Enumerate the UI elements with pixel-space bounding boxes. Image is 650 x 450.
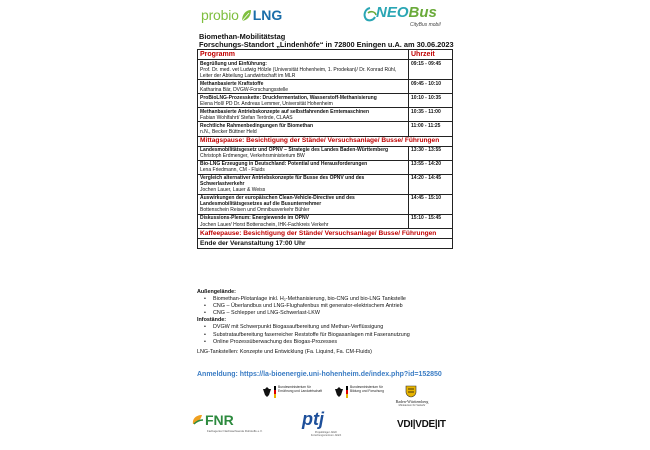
registration-link[interactable]: Anmeldung: https://la-bioenergie.uni-hohenheim.de/index.php?id=152850 — [197, 371, 442, 378]
neobus-bus-text: Bus — [408, 4, 437, 21]
bmbf-logo — [334, 386, 398, 404]
lng-note: LNG-Tankstellen: Konzepte und Entwicklung (Fa. Liquind, Fa. CM-Fluids) — [197, 348, 372, 355]
schedule-table — [197, 49, 453, 249]
bw-name: Baden-Württemberg — [395, 399, 429, 404]
session-time: 14:20 - 14:45 — [409, 174, 453, 194]
list-item: • Substrataufbereitung faserreicher Reststoffe für Biogasanlagen mit Faseranutzung — [213, 332, 457, 339]
session-speaker: n.N., Becker Büttner Held — [200, 128, 257, 135]
outdoor-section — [197, 289, 457, 356]
list-item: • Online Prozessüberwachung des Biogas-Prozesses — [213, 339, 457, 346]
session-title: Methanbasierte Antriebskonzepte auf selbstfahrenden Erntemaschinen — [200, 108, 370, 115]
session-time: 10:35 - 11:00 — [409, 108, 453, 122]
session-title: Diskussions-Plenum: Energiewende im ÖPNV — [200, 215, 309, 222]
list-item: • Biomethan-Pilotanlage inkl. H₂-Methanisierung, bio-CNG und bio-LNG Tankstelle — [213, 296, 457, 303]
session-time: 13:30 - 13:55 — [409, 146, 453, 160]
bmel-text: Bundesministerium für Ernährung und Landwirtschaft — [278, 385, 322, 393]
session-title: Begrüßung und Einführung: — [200, 60, 267, 67]
bmbf-text: Bundesministerium für Bildung und Forschung — [350, 385, 384, 393]
table-row — [198, 80, 453, 94]
neobus-tagline: CityBus mobil — [410, 22, 441, 28]
neobus-neo-text: NEO — [376, 4, 409, 21]
session-time: 13:55 - 14:20 — [409, 160, 453, 174]
ptj-logo — [300, 410, 344, 440]
session-speaker: Jochen Lauer/ Horst Bottenschein, IHK-Fachkreis Verkehr — [200, 221, 329, 228]
session-time: 14:45 - 15:10 — [409, 194, 453, 214]
table-row — [198, 146, 453, 160]
leaf-icon — [240, 9, 252, 22]
session-time: 10:10 - 10:35 — [409, 94, 453, 108]
session-title: Vergleich alternativer Antriebskonzepte für Busse des ÖPNV und des Schwerlastverkehr — [200, 175, 365, 188]
session-speaker: Prof. Dr. med. vet Ludwig Hölzle (Universität Hohenheim, 1. Prodekan)/ Dr. Konrad Rühl, Leiter der Abteilung Landwirtschaft im MLR — [200, 66, 397, 79]
bmel-logo — [262, 386, 326, 404]
info-label: Infostände: — [197, 317, 227, 324]
list-item: • CNG – Schlepper und LNG-Schwerlast-LKW — [213, 310, 457, 317]
session-title: Auswirkungen der europäischen Clean-Vehicle-Directive und des Landesmobilitätsgesetzes auf die Busunternehmer — [200, 195, 355, 208]
flag-bar — [346, 386, 348, 398]
table-row — [198, 94, 453, 108]
bw-sub: Ministerium für Verkehr — [398, 404, 426, 407]
session-speaker: Fabian Wohlfahrt/ Stefan Terörde, CLAAS — [200, 114, 293, 121]
session-speaker: Katharina Bär, DVGW-Forschungsstelle — [200, 86, 289, 93]
eagle-icon — [334, 386, 344, 398]
outdoor-label: Außengelände: — [197, 289, 236, 295]
event-title: Biomethan-Mobilitätstag — [199, 32, 286, 41]
ptj-sub: Projektträger Jülich Forschungszentrum Jülich — [310, 431, 342, 437]
session-title: Landesmobilitätsgesetz und ÖPNV – Strategie des Landes Baden-Württemberg — [200, 147, 389, 154]
table-row — [198, 60, 453, 80]
neobus-logo — [360, 4, 464, 32]
probio-logo-text: probio — [201, 7, 239, 23]
bw-logo — [392, 384, 432, 410]
header-time: Uhrzeit — [409, 50, 453, 60]
session-speaker: Jochen Lauer, Lauer & Weiss — [200, 187, 266, 194]
list-item: • DVGW mit Schwerpunkt Biogasaufbereitung und Methan-Verflüssigung — [213, 324, 457, 331]
crest-icon — [404, 384, 418, 398]
fnr-swirl-icon — [191, 413, 204, 426]
session-title: Bio-LNG Erzeugung in Deutschland: Potential und Herausforderungen — [200, 161, 368, 168]
lng-logo-text: LNG — [252, 7, 283, 23]
coffee-break: Kaffeepause: Besichtigung der Stände/ Versuchsanlage/ Busse/ Führungen — [198, 229, 453, 239]
session-time: 11:00 - 11:25 — [409, 122, 453, 136]
list-item: • CNG – Überlandbus und LNG-Flughafenbus mit generator-elektrischem Antrieb — [213, 303, 457, 310]
event-end: Ende der Veranstaltung 17:00 Uhr — [198, 239, 453, 249]
session-speaker: Bottenschein Reisen und Omnibusverkehr Bühler — [200, 207, 310, 214]
table-row — [198, 174, 453, 194]
session-time: 15:10 - 15:45 — [409, 214, 453, 228]
table-row — [198, 108, 453, 122]
lunch-break: Mittagspause: Besichtigung der Stände/ Versuchsanlage/ Busse/ Führungen — [198, 136, 453, 146]
vdi-vde-it-logo: VDI|VDE|IT — [397, 419, 446, 430]
fnr-text: FNR — [205, 412, 234, 428]
fnr-logo — [205, 412, 265, 440]
table-row — [198, 160, 453, 174]
session-speaker: Elena Holl/ PD Dr. Andreas Lemmer, Universität Hohenheim — [200, 100, 333, 107]
session-time: 09:45 - 10:10 — [409, 80, 453, 94]
table-row — [198, 194, 453, 214]
lunch-break-row — [198, 136, 453, 146]
header-program: Programm — [198, 50, 409, 60]
session-speaker: Lena Friedmann, CM - Fluids — [200, 167, 265, 174]
ptj-text: ptj — [302, 409, 324, 429]
coffee-break-row — [198, 229, 453, 239]
eagle-icon — [262, 386, 272, 398]
session-speaker: Christoph Erdmenger, Verkehrsministerium BW — [200, 153, 305, 160]
fnr-sub: Fachagentur Nachwachsende Rohstoffe e.V. — [207, 429, 263, 433]
session-time: 09:15 - 09:45 — [409, 60, 453, 80]
event-subtitle: Forschungs-Standort „Lindenhöfe“ in 72800 Eningen u.A. am 30.06.2023 — [199, 40, 454, 49]
end-row — [198, 239, 453, 249]
table-row — [198, 214, 453, 228]
schedule-header-row — [198, 50, 453, 60]
session-title: Rechtliche Rahmenbedingungen für Biomethan — [200, 122, 314, 129]
table-row — [198, 122, 453, 136]
session-title: Methanbasierte Kraftstoffe — [200, 80, 264, 87]
probio-lng-logo — [201, 6, 282, 24]
session-title: ProBioLNG-Prozesskette: Druckfermentation, Wasserstoff-Methanisierung — [200, 94, 377, 101]
flag-bar — [274, 386, 276, 398]
